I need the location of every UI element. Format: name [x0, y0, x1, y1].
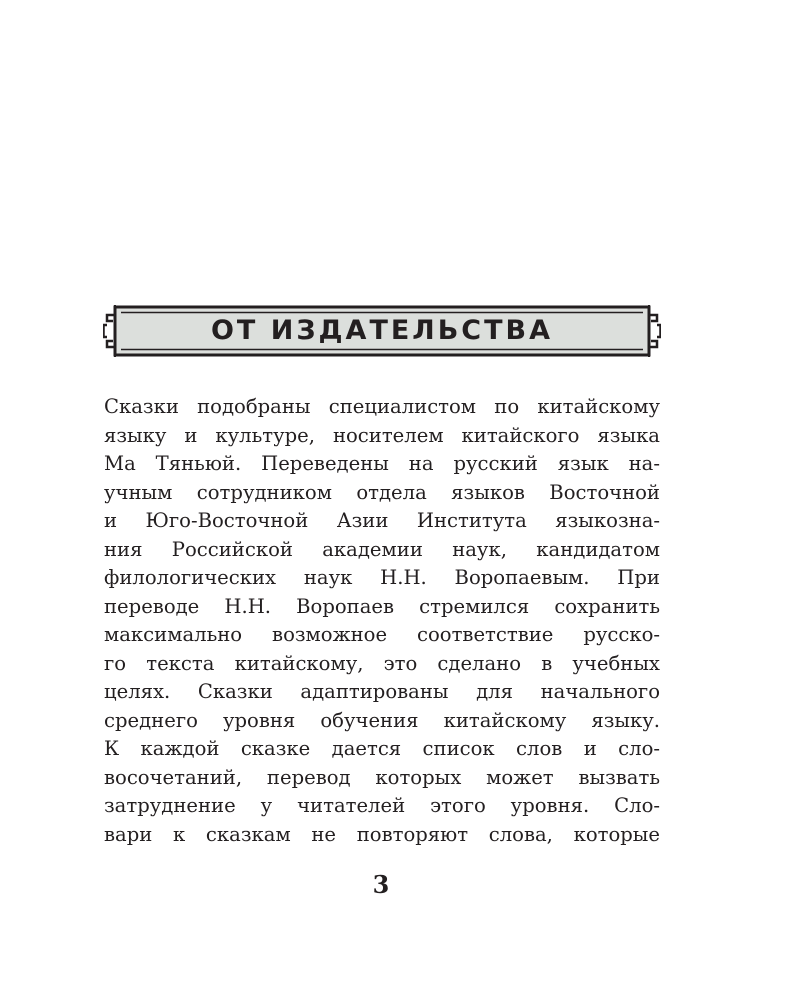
text-line: вари к сказкам не повторяют слова, которые — [104, 822, 660, 846]
text-line: переводе Н.Н. Воропаев стремился сохранить — [104, 594, 660, 618]
body-paragraph — [104, 393, 660, 849]
section-header-banner — [103, 305, 661, 357]
text-line: и Юго-Восточной Азии Института языкозна- — [104, 509, 660, 532]
text-line: Ма Тяньюй. Переведены на русский язык на- — [104, 452, 660, 475]
text-line: го текста китайскому, это сделано в учебных — [104, 651, 660, 675]
section-title: ОТ ИЗДАТЕЛЬСТВА — [210, 315, 554, 346]
page-number: 3 — [372, 870, 390, 899]
text-line: учным сотрудником отдела языков Восточной — [104, 480, 660, 504]
text-line: среднего уровня обучения китайскому языку. — [104, 708, 660, 732]
text-line: максимально возможное соответствие русско- — [104, 623, 660, 646]
text-line: затруднение у читателей этого уровня. Сло- — [104, 794, 660, 817]
text-line: целях. Сказки адаптированы для начального — [104, 680, 660, 703]
text-line: Сказки подобраны специалистом по китайскому — [104, 395, 660, 418]
text-line: филологических наук Н.Н. Воропаевым. При — [104, 566, 660, 589]
text-line: К каждой сказке дается список слов и сло- — [104, 737, 660, 760]
text-line: языку и культуре, носителем китайского языка — [104, 423, 660, 447]
text-line: восочетаний, перевод которых может вызвать — [104, 765, 660, 789]
text-line: ния Российской академии наук, кандидатом — [104, 537, 660, 561]
